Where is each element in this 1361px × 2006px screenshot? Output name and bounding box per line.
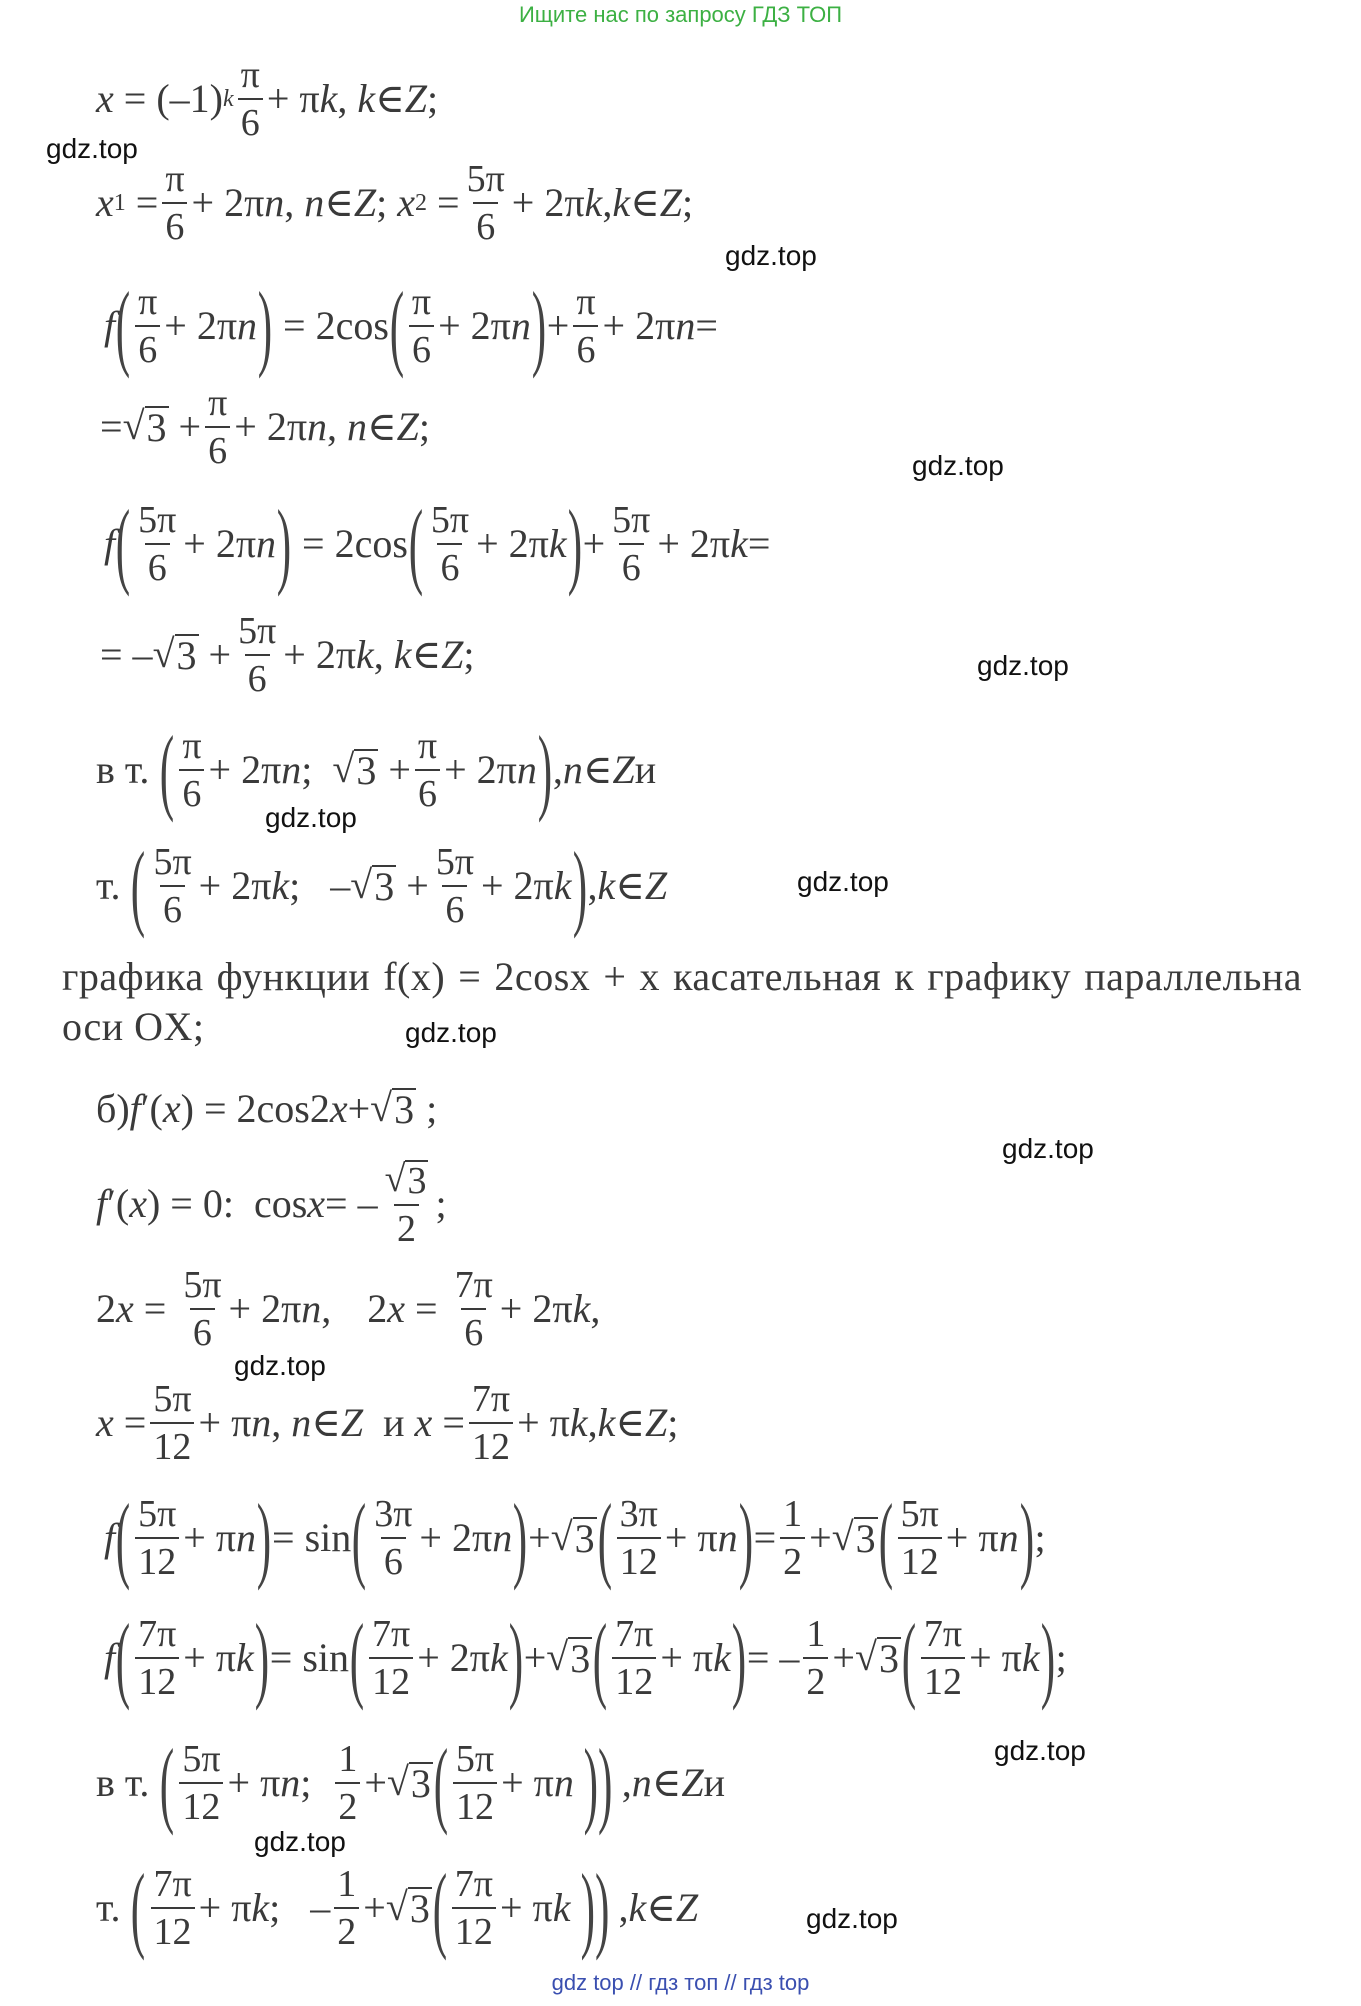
- solution-line-10: f ′( x ) = 0: cos x = – √ 3 2 ;: [96, 1158, 447, 1250]
- watermark: gdz.top: [405, 1017, 497, 1048]
- top-banner[interactable]: Ищите нас по запросу ГДЗ ТОП: [518, 2, 843, 27]
- solution-line-8: т. ( 5π 6 + 2π k ; – √ 3 + 5π 6 + 2π k ) , k ∈ Z: [96, 832, 668, 939]
- solution-line-6: = – √ 3 + 5π 6 + 2π k , k ∈ Z ;: [100, 610, 475, 700]
- solution-line-12: x = 5π 12 + π n , n ∈ Z и x = 7π 12 + π k , k ∈ Z ;: [96, 1378, 679, 1468]
- footer-links[interactable]: gdz top // гдз топ // гдз top: [551, 1970, 810, 1995]
- solution-line-11: 2 x = 5π 6 + 2π n , 2 x = 7π 6 + 2π k ,: [96, 1264, 601, 1354]
- watermark: gdz.top: [912, 450, 1004, 481]
- watermark: gdz.top: [977, 650, 1069, 681]
- solution-paragraph: графика функции f(x) = 2cosx + x касательная к графику параллельна оси OX;: [62, 954, 1302, 1049]
- solution-line-16: т. ( 7π 12 + π k ; – 1 2 + √ 3 ( 7π 12 + π k )) , k ∈ Z: [96, 1854, 699, 1961]
- watermark: gdz.top: [46, 133, 138, 164]
- watermark: gdz.top: [994, 1735, 1086, 1766]
- solution-line-4: = √ 3 + π 6 + 2π n , n ∈ Z ;: [100, 382, 431, 472]
- solution-line-14: f ( 7π 12 + π k ) = sin ( 7π 12 + 2π k ) + √ 3 ( 7π 12 + π k ) = – 1 2 + √ 3 ( 7π 12 + π k ) ;: [104, 1604, 1067, 1711]
- solution-line-9: б) f ′( x ) = 2cos2 x + √ 3 ;: [96, 1085, 438, 1132]
- solution-line-13: f ( 5π 12 + π n ) = sin ( 3π 6 + 2π n ) + √ 3 ( 3π 12 + π n ) = 1 2 + √ 3 ( 5π 12 + π n ) ;: [104, 1484, 1046, 1591]
- watermark: gdz.top: [797, 866, 889, 897]
- solution-line-1: x = (–1) k π 6 + π k , k ∈ Z ;: [96, 54, 439, 144]
- watermark: gdz.top: [254, 1826, 346, 1857]
- watermark: gdz.top: [265, 802, 357, 833]
- watermark: gdz.top: [725, 240, 817, 271]
- solution-line-5: f ( 5π 6 + 2π n ) = 2cos ( 5π 6 + 2π k ) + 5π 6 + 2π k =: [104, 490, 771, 597]
- watermark: gdz.top: [234, 1350, 326, 1381]
- watermark: gdz.top: [806, 1903, 898, 1934]
- solution-line-2: x 1 = π 6 + 2π n , n ∈ Z ; x 2 = 5π 6 + 2π k , k ∈ Z ;: [96, 158, 694, 248]
- watermark: gdz.top: [1002, 1133, 1094, 1164]
- solution-line-3: f ( π 6 + 2π n ) = 2cos ( π 6 + 2π n ) + π 6 + 2π n =: [104, 272, 718, 379]
- solution-line-7: в т. ( π 6 + 2π n ; √ 3 + π 6 + 2π n ) , n ∈ Z и: [96, 716, 657, 823]
- solution-line-15: в т. ( 5π 12 + π n ; 1 2 + √ 3 ( 5π 12 + π n )) , n ∈ Z и: [96, 1729, 726, 1836]
